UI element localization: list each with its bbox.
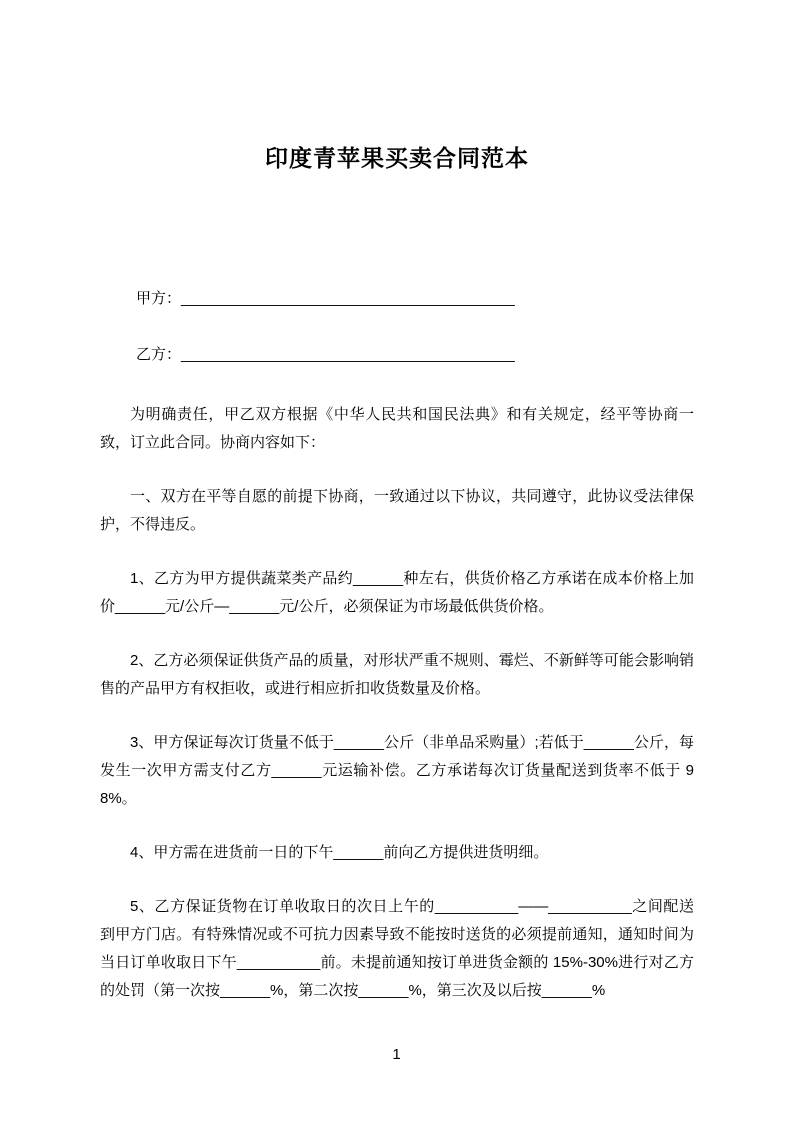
party-b-label: 乙方： [136, 346, 182, 363]
paragraph-item-4: 4、甲方需在进货前一日的下午______前向乙方提供进货明细。 [130, 844, 549, 861]
paragraph-item-5: 5、乙方保证货物在订单收取日的次日上午的__________——__________之间配送到甲方门店。有特殊情况或不可抗力因素导致不能按时送货的必须提前通知，通知时间为当日订单收取日下午__________前。未提前通知按订单进货金额的 15%-30%进行对乙方的处罚（第一次按______%，第二次按______%，第三次及以后按______% [100, 898, 694, 999]
party-a-line [100, 289, 694, 309]
document-title: 印度青苹果买卖合同范本 [265, 145, 529, 171]
paragraph-item-1: 1、乙方为甲方提供蔬菜类产品约______种左右，供货价格乙方承诺在成本价格上加价______元/公斤—______元/公斤，必须保证为市场最低供货价格。 [100, 570, 694, 615]
paragraph-item-2: 2、乙方必须保证供货产品的质量，对形状严重不规则、霉烂、不新鲜等可能会影响销售的产品甲方有权拒收，或进行相应折扣收货数量及价格。 [100, 652, 694, 697]
party-a-label: 甲方： [136, 290, 182, 307]
page-number: 1 [392, 1046, 401, 1063]
paragraph-item-3: 3、甲方保证每次订货量不低于______公斤（非单品采购量）;若低于______公斤，每发生一次甲方需支付乙方______元运输补偿。乙方承诺每次订货量配送到货率不低于 98%。 [100, 734, 694, 807]
paragraph-clause-one: 一、双方在平等自愿的前提下协商，一致通过以下协议，共同遵守，此协议受法律保护，不得违反。 [100, 488, 694, 533]
party-b-line [100, 345, 694, 365]
party-b-blank-line: ________________________________________ [181, 346, 515, 363]
party-a-blank-line: ________________________________________ [181, 290, 515, 307]
paragraph-preamble: 为明确责任，甲乙双方根据《中华人民共和国民法典》和有关规定，经平等协商一致，订立此合同。协商内容如下： [100, 406, 694, 451]
